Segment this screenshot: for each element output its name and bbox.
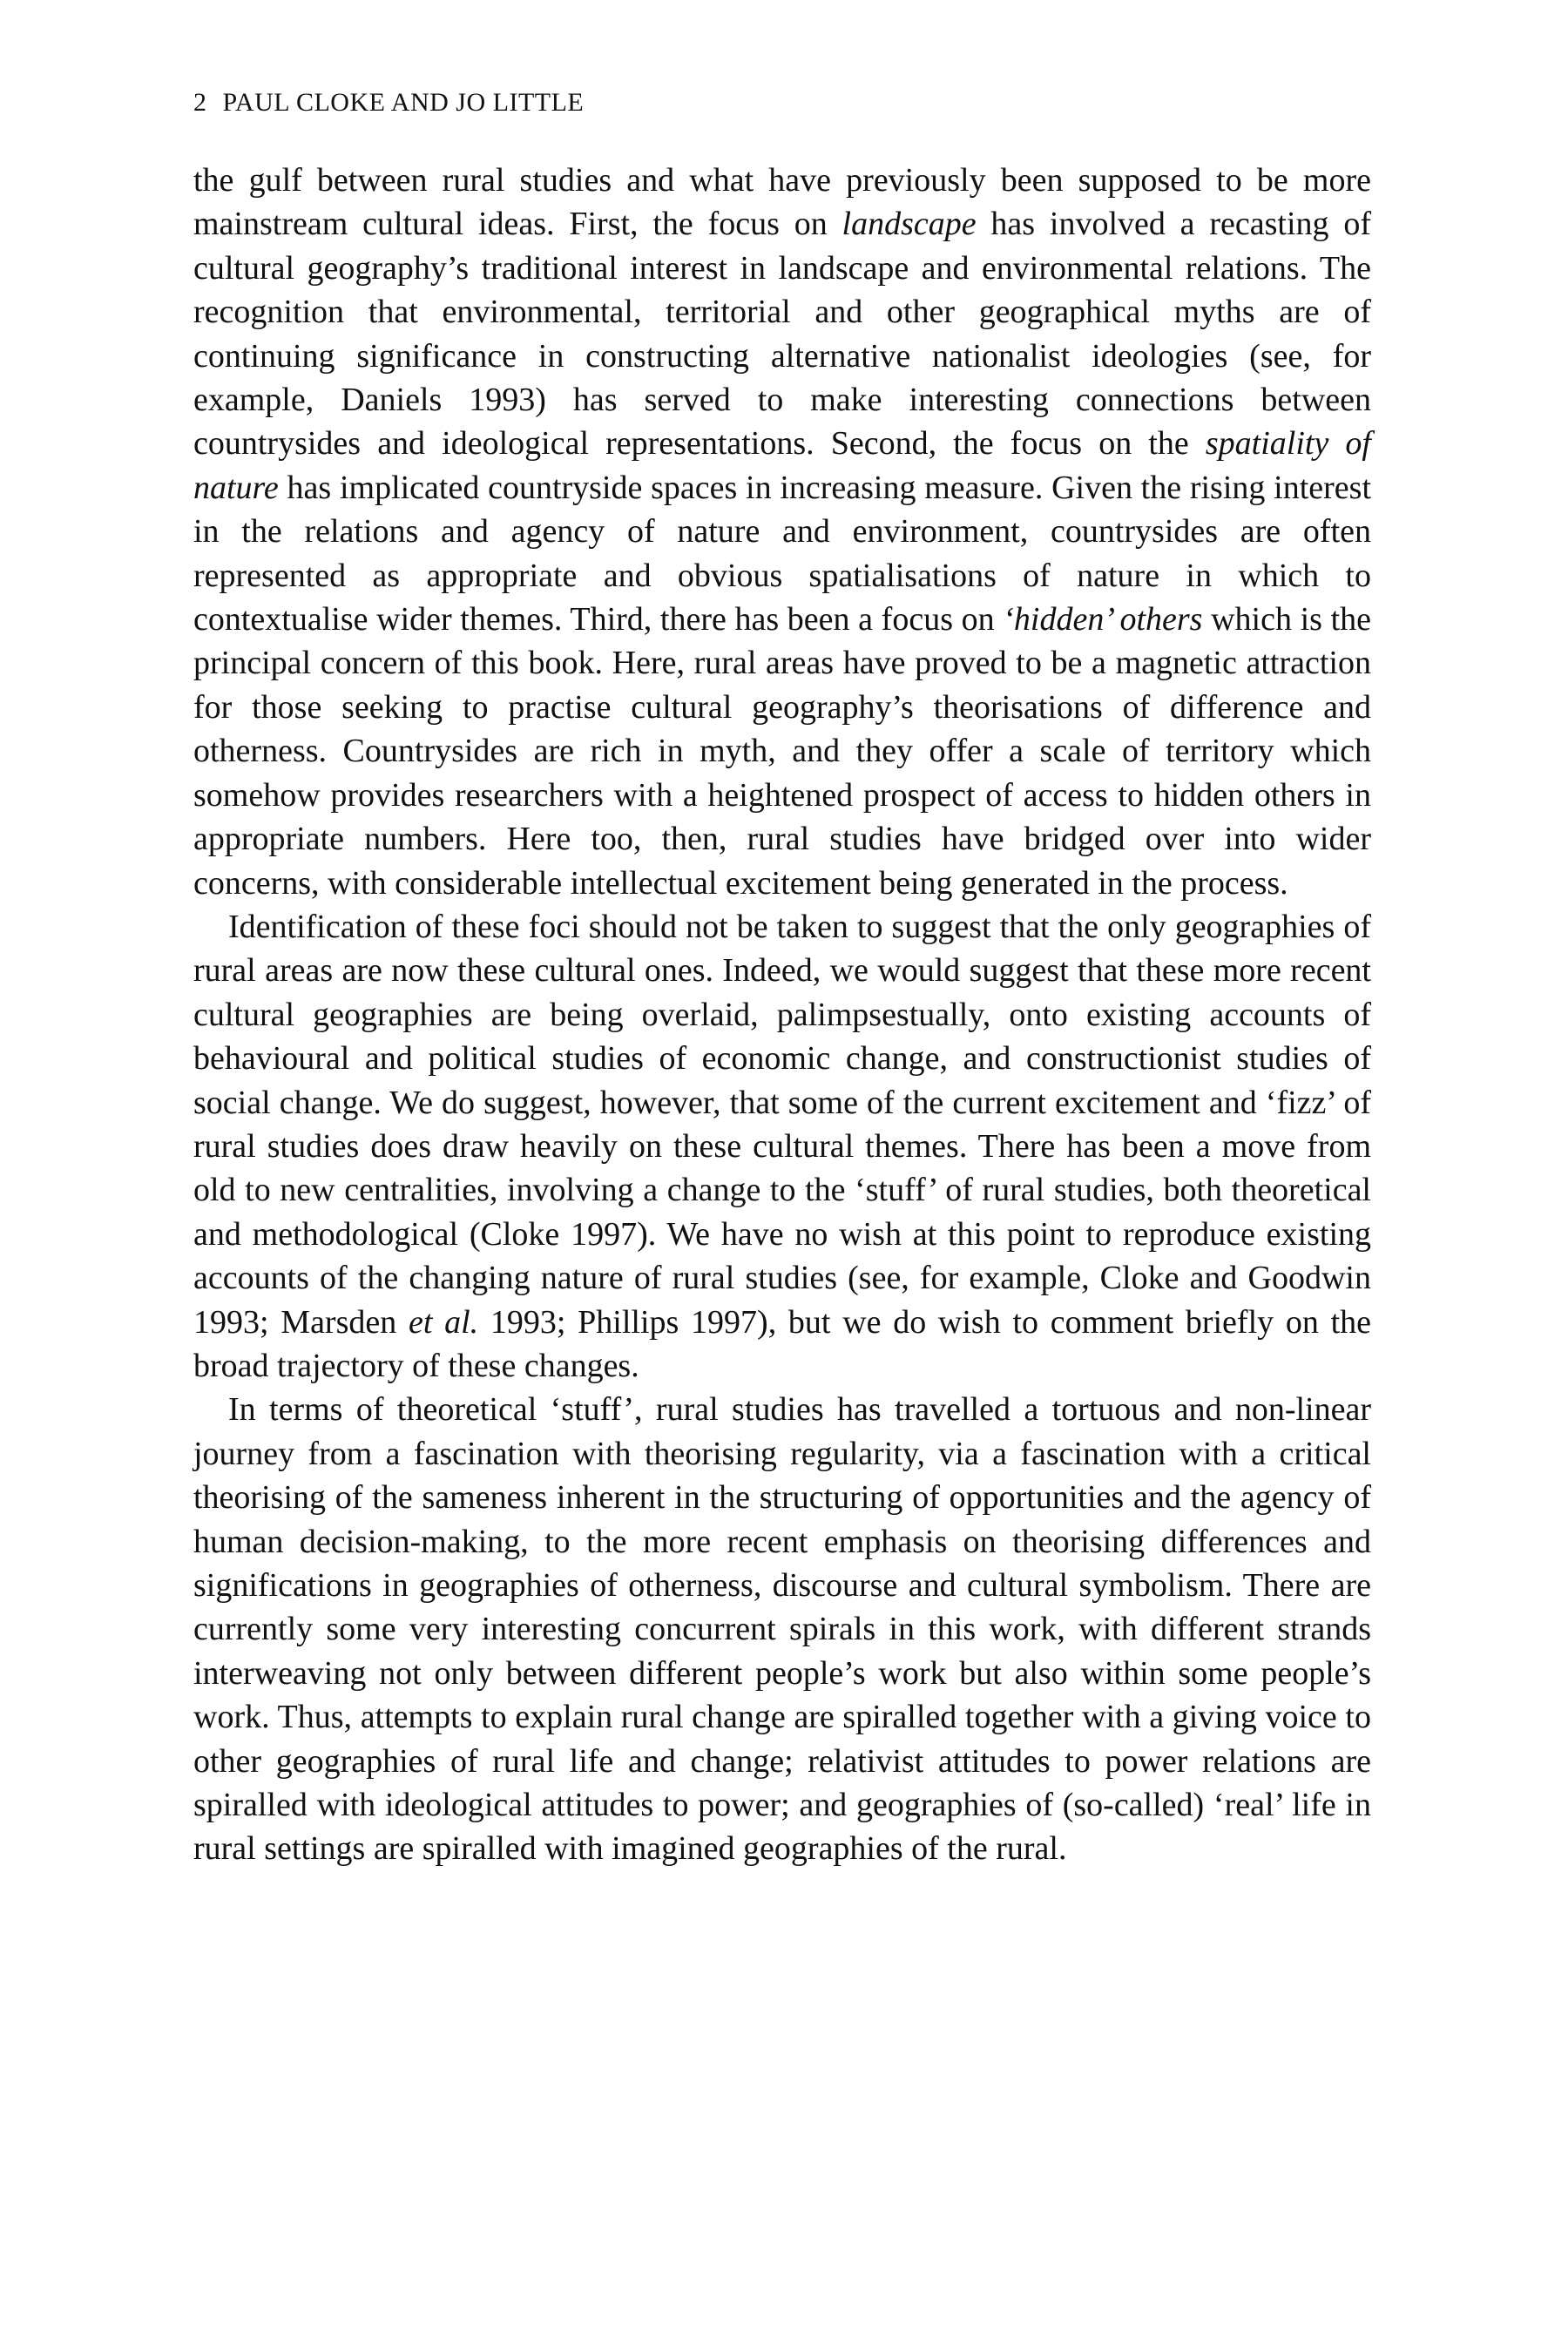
p1-italic-spatiality-of-nature: spatiality of nature: [193, 425, 1371, 506]
paragraph-3: [193, 1388, 1371, 1870]
paragraph-1: [193, 159, 1371, 905]
p1-italic-hidden-others: ‘hidden’ others: [1003, 601, 1203, 639]
p2-text-1: Identification of these foci should not be taken to suggest that the only geographies of rural areas are now these cultural ones. Indeed, we would suggest that these more recent cultural geographies are being overlaid, palimpsestually, onto existing accounts of behavioural and political studies of economic change, and constructionist studies of social change. We do suggest, however, that some of the current excitement and ‘fizz’ of rural studies does draw heavily on these cultural themes. There has been a move from old to new centralities, involving a change to the ‘stuff’ of rural studies, both theoretical and methodological (Cloke 1997). We have no wish at this point to reproduce existing accounts of the changing nature of rural studies (see, for example, Cloke and Goodwin 1993; Marsden: [193, 908, 1371, 1341]
p2-text-2: 1993; Phillips 1997), but we do wish to comment briefly on the broad trajectory of these changes.: [193, 1303, 1371, 1384]
running-title: PAUL CLOKE AND JO LITTLE: [222, 88, 585, 117]
p1-text-1: the gulf between rural studies and what have previously been supposed to be more mainstream cultural ideas. First, the focus on: [193, 162, 1371, 243]
p3-text-1: In terms of theoretical ‘stuff’, rural studies has travelled a tortuous and non-linear journey from a fascination with theorising regularity, via a fascination with a critical theorising of the sameness inherent in the structuring of opportunities and the agency of human decision-making, to the more recent emphasis on theorising differences and significations in geographies of otherness, discourse and cultural symbolism. There are currently some very interesting concurrent spirals in this work, with different strands interweaving not only between different people’s work but also within some people’s work. Thus, attempts to explain rural change are spiralled together with a giving voice to other geographies of rural life and change; relativist attitudes to power relations are spiralled with ideological attitudes to power; and geographies of (so-called) ‘real’ life in rural settings are spiralled with imagined geographies of the rural.: [193, 1391, 1371, 1868]
body-text: [193, 159, 1371, 1871]
p1-text-2: has involved a recasting of cultural geography’s traditional interest in landscape and environmental relations. The recognition that environmental, territorial and other geographical myths are of continuing significance in constructing alternative nationalist ideologies (see, for example, Daniels 1993) has served to make interesting connections between countrysides and ideological representations. Second, the focus on the: [193, 206, 1371, 463]
p2-italic-et-al: et al.: [408, 1303, 479, 1341]
book-page: [193, 87, 1371, 1871]
running-header: [193, 87, 1371, 118]
paragraph-2: [193, 905, 1371, 1388]
p1-text-4: which is the principal concern of this book. Here, rural areas have proved to be a magnetic attraction for those seeking to practise cultural geography’s theorisations of difference and otherness. Countrysides are rich in myth, and they offer a scale of territory which somehow provides researchers with a heightened prospect of access to hidden others in appropriate numbers. Here too, then, rural studies have bridged over into wider concerns, with considerable intellectual excitement being generated in the process.: [193, 601, 1372, 902]
page-number: 2: [193, 88, 207, 117]
p1-italic-landscape: landscape: [841, 206, 977, 243]
p1-text-3: has implicated countryside spaces in increasing measure. Given the rising interest in the relations and agency of nature and environment, countrysides are often represented as appropriate and obvious spatialisations of nature in which to contextualise wider themes. Third, there has been a focus on: [193, 469, 1371, 639]
